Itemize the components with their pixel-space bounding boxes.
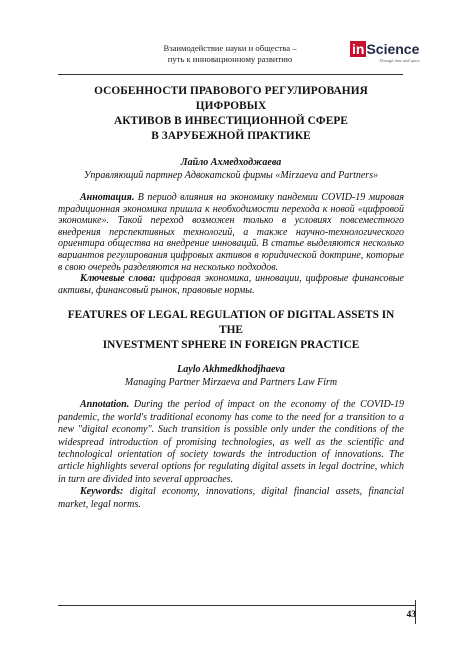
ru-title-line1: ОСОБЕННОСТИ ПРАВОВОГО РЕГУЛИРОВАНИЯ ЦИФРОВЫХ	[94, 85, 368, 112]
ru-author: Лайло Ахмедходжаева	[180, 157, 282, 168]
ru-abstract-text: В период влияния на экономику пандемии COVID-19 мировая традиционная экономика пришла к необходимости перехода к новой «цифровой экономике». Такой переход возможен только в условиях повсеместного внедрения перспективных технологий, а также научно-технологического ориентира общества на внедрение инноваций. В статье выделяются несколько вариантов регулирования цифровых активов в юридической доктрине, которые в свою очередь разделяются на несколько подходов.	[58, 192, 405, 273]
en-title-line2: INVESTMENT SPHERE IN FOREIGN PRACTICE	[102, 339, 360, 352]
article-body	[58, 84, 404, 511]
ru-abstract	[58, 192, 404, 273]
en-keywords	[58, 486, 404, 511]
ru-keywords-text: цифровая экономика, инновации, цифровые финансовые активы, финансовый рынок, правовые нормы.	[58, 273, 404, 296]
logo-science-text: Science	[366, 41, 420, 57]
ru-abstract-label: Аннотация.	[80, 192, 135, 203]
page-number: 43	[406, 610, 416, 620]
journal-series-line2: путь к инновационному развитию	[167, 54, 293, 64]
ru-keywords-label: Ключевые слова:	[80, 273, 156, 285]
inscience-logo	[350, 42, 420, 68]
journal-series-line1: Взаимодействие науки и общества –	[163, 43, 297, 53]
en-abstract-label: Annotation.	[80, 399, 130, 411]
ru-affiliation: Управляющий партнер Адвокатской фирмы «Mirzaeva and Partners»	[83, 170, 379, 181]
header-divider	[58, 74, 403, 75]
logo-tagline: Through time and space	[379, 58, 420, 63]
journal-series-title	[118, 43, 342, 65]
en-abstract	[58, 399, 404, 486]
en-abstract-text: During the period of impact on the economy of the COVID-19 pandemic, the world's traditional economy has come to the need for a transition to a new "digital economy". Such transition is possible only under the conditions of the widespread introduction of promising technologies, as well as the scientific and technological orientation of society towards the introduction of innovations. The article highlights several options for regulating digital assets in legal doctrine, which in turn are divided into several approaches.	[58, 399, 405, 485]
footer-divider	[58, 605, 416, 606]
en-keywords-text: digital economy, innovations, digital financial assets, financial market, legal norms.	[58, 486, 404, 510]
ru-article-title	[58, 84, 404, 144]
en-affiliation: Managing Partner Mirzaeva and Partners Law Firm	[124, 377, 338, 389]
logo-in-text: in	[352, 41, 365, 57]
ru-title-line2: АКТИВОВ В ИНВЕСТИЦИОННОЙ СФЕРЕ	[113, 115, 348, 127]
en-author: Laylo Akhmedkhodjhaeva	[177, 364, 285, 376]
ru-title-line3: В ЗАРУБЕЖНОЙ ПРАКТИКЕ	[151, 130, 311, 142]
journal-header	[0, 36, 459, 76]
en-title-line1: FEATURES OF LEGAL REGULATION OF DIGITAL ASSETS IN THE	[67, 309, 395, 337]
en-article-title	[58, 308, 404, 353]
ru-keywords	[58, 273, 404, 296]
en-keywords-label: Keywords:	[80, 486, 124, 498]
